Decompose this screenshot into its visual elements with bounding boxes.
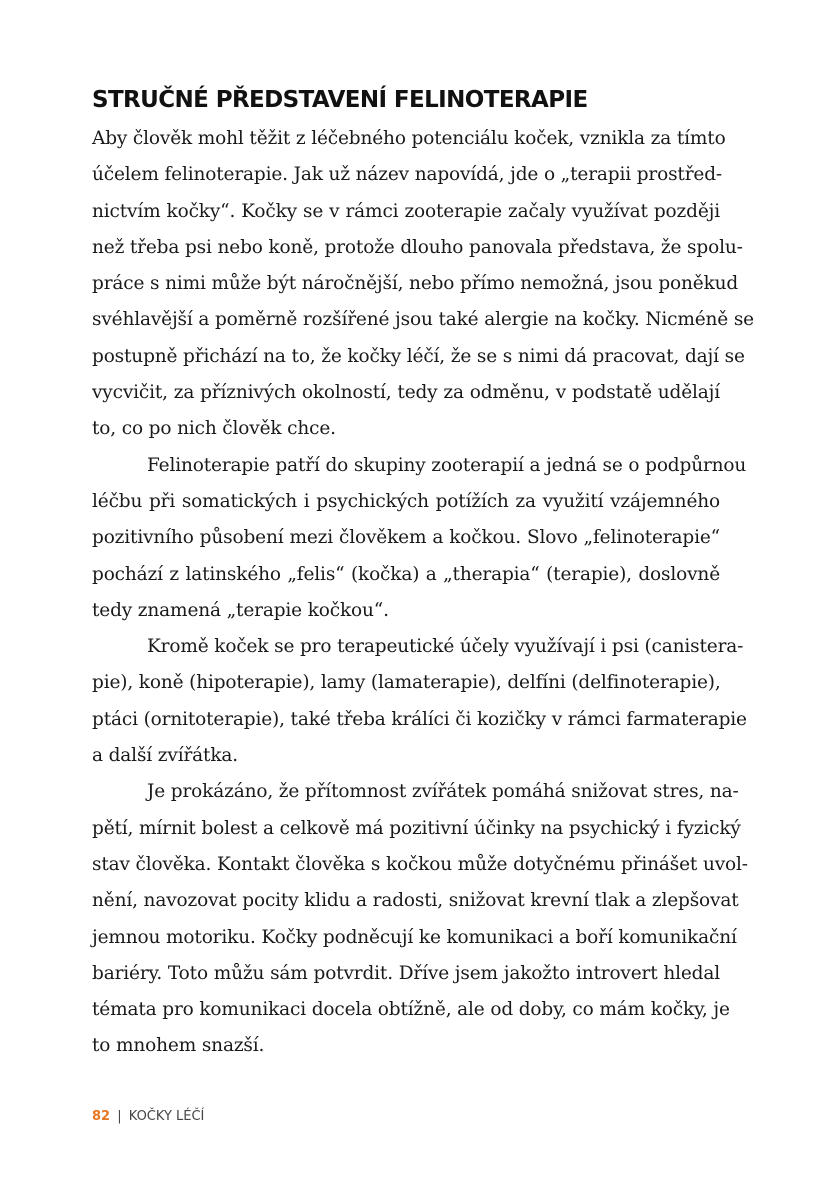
text-line: než třeba psi nebo koně, protože dlouho panovala představa, že spolu- xyxy=(92,236,743,258)
text-line: léčbu při somatických i psychických potížích za využití vzájemného xyxy=(92,490,720,512)
page-footer xyxy=(92,1108,204,1126)
paragraph-1 xyxy=(92,121,754,448)
text-line: jemnou motoriku. Kočky podněcují ke komunikaci a boří komunikační xyxy=(92,926,737,948)
text-line: témata pro komunikaci docela obtížně, ale od doby, co mám kočky, je xyxy=(92,999,730,1021)
text-line: pozitivního působení mezi člověkem a kočkou. Slovo „felinoterapie“ xyxy=(92,527,720,549)
text-line: to mnohem snazší. xyxy=(92,1035,265,1057)
text-line: bariéry. Toto můžu sám potvrdit. Dříve jsem jakožto introvert hledal xyxy=(92,962,720,984)
text-line: pětí, mírnit bolest a celkově má pozitivní účinky na psychický i fyzický xyxy=(92,817,741,839)
text-line: to, co po nich člověk chce. xyxy=(92,418,336,440)
paragraph-3 xyxy=(92,629,747,774)
page-number: 82 xyxy=(92,1109,111,1124)
body-text xyxy=(92,121,754,1065)
section-heading: STRUČNÉ PŘEDSTAVENÍ FELINOTERAPIE xyxy=(92,87,588,113)
text-line: práce s nimi může být náročnější, nebo přímo nemožná, jsou poněkud xyxy=(92,273,739,295)
paragraph-4 xyxy=(92,774,748,1064)
text-line: tedy znamená „terapie kočkou“. xyxy=(92,599,389,621)
text-line: stav člověka. Kontakt člověka s kočkou může dotyčnému přinášet uvol- xyxy=(92,853,748,875)
text-line: nictvím kočky“. Kočky se v rámci zooterapie začaly využívat později xyxy=(92,200,720,222)
text-line: Aby člověk mohl těžit z léčebného potenciálu koček, vznikla za tímto xyxy=(92,128,726,149)
text-line: nění, navozovat pocity klidu a radosti, snižovat krevní tlak a zlepšovat xyxy=(92,890,739,912)
text-line: svéhlavější a poměrně rozšířené jsou také alergie na kočky. Nicméně se xyxy=(92,309,754,331)
text-line: Felinoterapie patří do skupiny zooterapií a jedná se o podpůrnou xyxy=(147,454,747,476)
book-title: KOČKY LÉČÍ xyxy=(128,1109,205,1124)
text-line: pie), koně (hipoterapie), lamy (lamaterapie), delfíni (delfinoterapie), xyxy=(92,672,721,694)
text-line: postupně přichází na to, že kočky léčí, že se s nimi dá pracovat, dají se xyxy=(92,345,745,367)
text-line: a další zvířátka. xyxy=(92,745,238,767)
text-line: Je prokázáno, že přítomnost zvířátek pomáhá snižovat stres, na- xyxy=(147,781,739,803)
text-line: vycvičit, za příznivých okolností, tedy za odměnu, v podstatě udělají xyxy=(92,382,720,404)
paragraph-2 xyxy=(92,448,747,629)
footer-separator: | xyxy=(117,1109,122,1124)
text-line: Kromě koček se pro terapeutické účely využívají i psi (canistera- xyxy=(147,636,744,658)
text-line: pochází z latinského „felis“ (kočka) a „therapia“ (terapie), doslovně xyxy=(92,563,720,585)
text-line: účelem felinoterapie. Jak už název napovídá, jde o „terapii prostřed- xyxy=(92,164,723,186)
text-line: ptáci (ornitoterapie), také třeba králíci či kozičky v rámci farmaterapie xyxy=(92,708,747,730)
